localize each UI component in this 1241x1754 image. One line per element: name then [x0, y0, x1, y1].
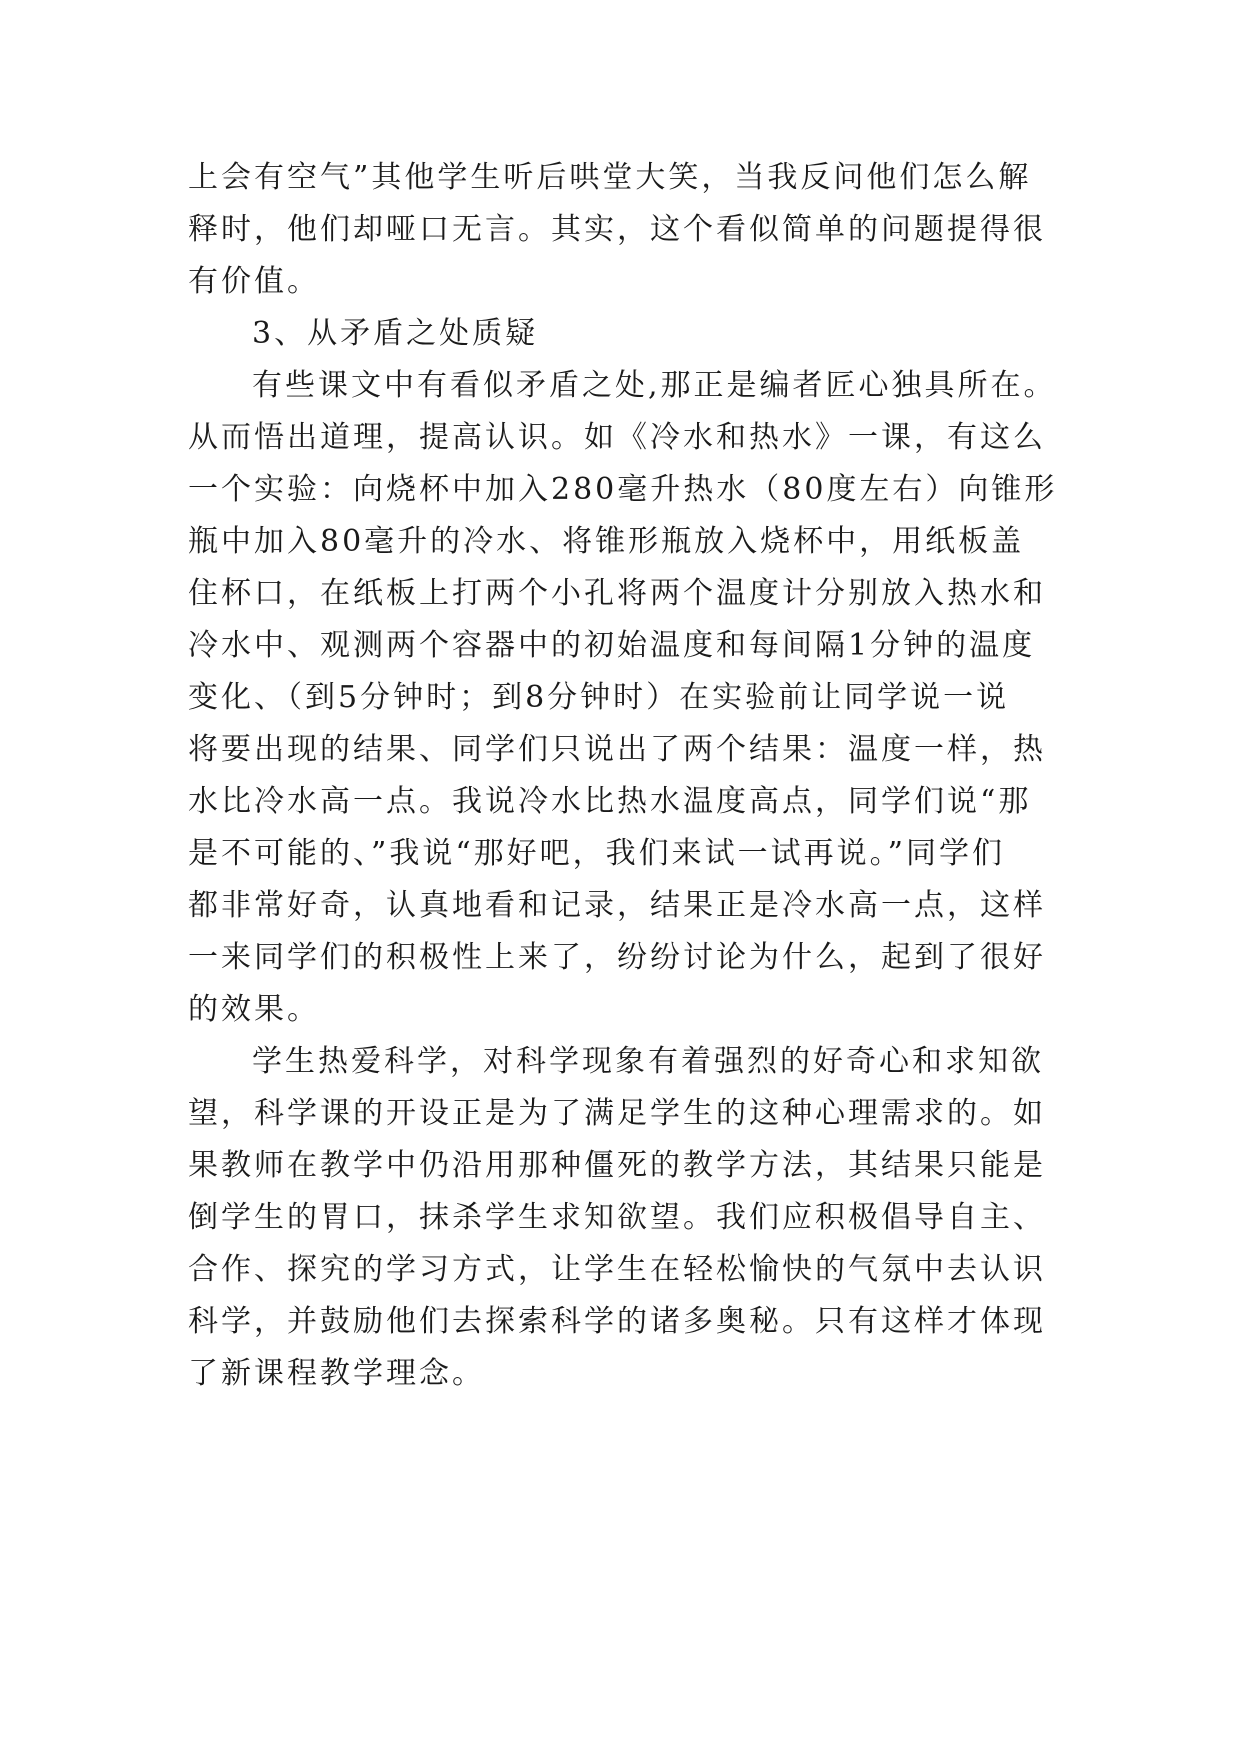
text-line: 冷水中、观测两个容器中的初始温度和每间隔1分钟的温度 [188, 628, 1036, 663]
paragraph-start: 学生热爱科学，对科学现象有着强烈的好奇心和求知欲 [252, 1044, 1044, 1079]
text-line: 住杯口，在纸板上打两个小孔将两个温度计分别放入热水和 [188, 576, 1046, 611]
text-line: 是不可能的、”我说“那好吧，我们来试一试再说。”同学们 [188, 836, 1006, 871]
text-line: 了新课程教学理念。 [188, 1356, 485, 1391]
text-line: 望，科学课的开设正是为了满足学生的这种心理需求的。如 [188, 1096, 1046, 1131]
text-line: 上会有空气”其他学生听后哄堂大笑，当我反问他们怎么解 [188, 160, 1032, 195]
text-line: 变化、（到5分钟时；到8分钟时）在实验前让同学说一说 [188, 680, 1010, 715]
text-line: 一个实验：向烧杯中加入280毫升热水（80度左右）向锥形 [188, 472, 1058, 507]
text-line: 将要出现的结果、同学们只说出了两个结果：温度一样，热 [188, 732, 1046, 767]
text-line: 合作、探究的学习方式，让学生在轻松愉快的气氛中去认识 [188, 1252, 1046, 1287]
text-line: 都非常好奇，认真地看和记录，结果正是冷水高一点，这样 [188, 888, 1046, 923]
text-line: 的效果。 [188, 992, 320, 1027]
text-line: 果教师在教学中仍沿用那种僵死的教学方法，其结果只能是 [188, 1148, 1046, 1183]
text-line: 科学，并鼓励他们去探索科学的诸多奥秘。只有这样才体现 [188, 1304, 1046, 1339]
text-line: 水比冷水高一点。我说冷水比热水温度高点，同学们说“那 [188, 784, 1032, 819]
text-line: 瓶中加入80毫升的冷水、将锥形瓶放入烧杯中，用纸板盖 [188, 524, 1025, 559]
paragraph-start: 有些课文中有看似矛盾之处,那正是编者匠心独具所在。 [252, 368, 1057, 403]
text-line: 释时，他们却哑口无言。其实，这个看似简单的问题提得很 [188, 212, 1046, 247]
section-heading: 3、从矛盾之处质疑 [252, 316, 539, 351]
text-line: 有价值。 [188, 264, 320, 299]
text-line: 一来同学们的积极性上来了，纷纷讨论为什么，起到了很好 [188, 940, 1046, 975]
text-line: 从而悟出道理，提高认识。如《冷水和热水》一课，有这么 [188, 420, 1046, 455]
text-line: 倒学生的胃口，抹杀学生求知欲望。我们应积极倡导自主、 [188, 1200, 1046, 1235]
